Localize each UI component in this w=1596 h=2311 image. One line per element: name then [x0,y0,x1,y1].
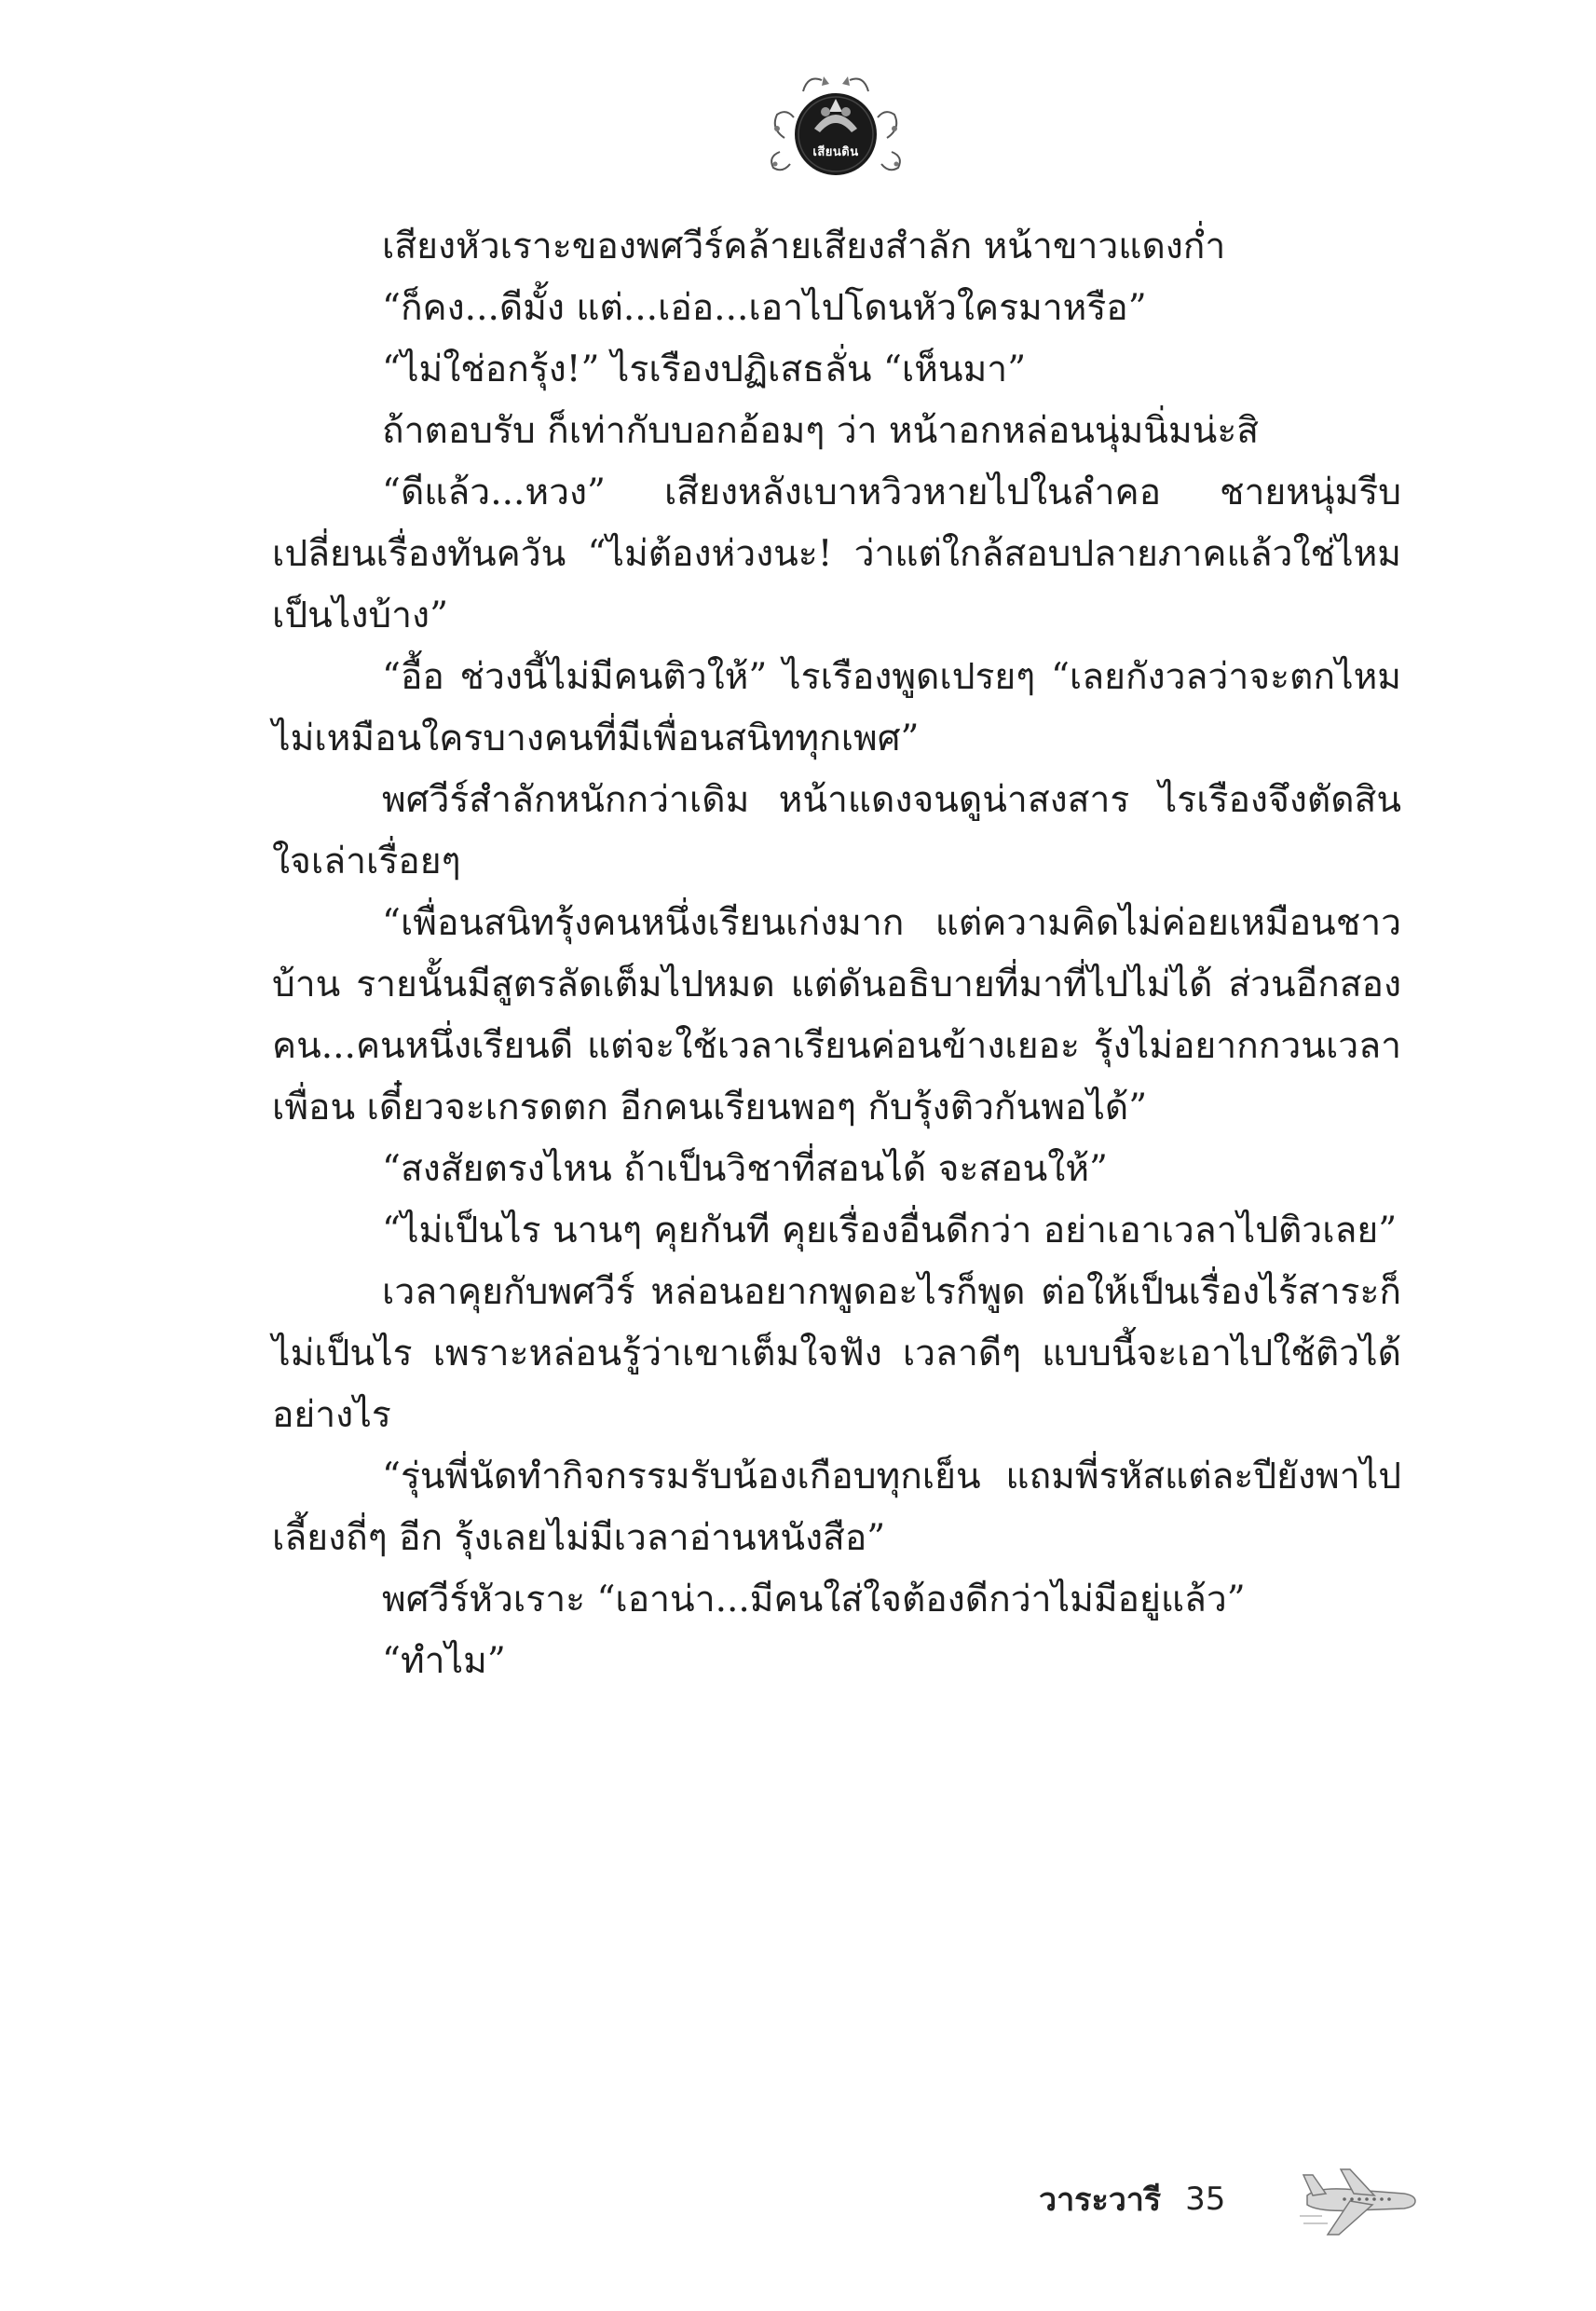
paragraph-11: เวลาคุยกับพศวีร์ หล่อนอยากพูดอะไรก็พูด ต่อให้เป็นเรื่องไร้สาระก็ไม่เป็นไร เพราะหล่อนรู้ว่าเขาเต็มใจฟัง เวลาดีๆ แบบนี้จะเอาไปใช้ติวได้อย่างไร [272,1271,1401,1436]
paragraph-6: “อื้อ ช่วงนี้ไม่มีคนติวให้” ไรเรืองพูดเปรยๆ “เลยกังวลว่าจะตกไหม ไม่เหมือนใครบางคนที่มีเพื่อนสนิททุกเพศ” [272,656,1401,759]
paragraph-1: เสียงหัวเราะของพศวีร์คล้ายเสียงสำลัก หน้าขาวแดงก่ำ [382,226,1226,267]
paragraph-2: “ก็คง...ดีมั้ง แต่...เอ่อ...เอาไปโดนหัวใครมาหรือ” [382,287,1147,329]
page-number: 35 [1185,2181,1226,2218]
ornamental-emblem-icon [766,63,906,186]
paragraph-9: “สงสัยตรงไหน ถ้าเป็นวิชาที่สอนได้ จะสอนให้” [382,1148,1108,1190]
paragraph-14: “ทำไม” [382,1640,506,1682]
body-text [272,216,1401,1692]
paragraph-7: พศวีร์สำลักหนักกว่าเดิม หน้าแดงจนดูน่าสงสาร ไรเรืองจึงตัดสินใจเล่าเรื่อยๆ [272,779,1401,882]
paragraph-10: “ไม่เป็นไร นานๆ คุยกันที คุยเรื่องอื่นดีกว่า อย่าเอาเวลาไปติวเลย” [382,1210,1398,1251]
book-title: วาระวารี [1039,2181,1162,2219]
airplane-icon [1300,2158,1421,2242]
page-footer [1039,2171,1225,2227]
paragraph-4: ถ้าตอบรับ ก็เท่ากับบอกอ้อมๆ ว่า หน้าอกหล่อนนุ่มนิ่มน่ะสิ [382,410,1260,452]
paragraph-3: “ไม่ใช่อกรุ้ง!” ไรเรืองปฏิเสธลั่น “เห็นมา” [382,349,1027,390]
logo-text: เสียนดิน [812,145,859,159]
paragraph-12: “รุ่นพี่นัดทำกิจกรรมรับน้องเกือบทุกเย็น แถมพี่รหัสแต่ละปียังพาไปเลี้ยงถี่ๆ อีก รุ้งเลยไม่มีเวลาอ่านหนังสือ” [272,1456,1401,1559]
paragraph-5: “ดีแล้ว...หวง” เสียงหลังเบาหวิวหายไปในลำคอ ชายหนุ่มรีบเปลี่ยนเรื่องทันควัน “ไม่ต้องห่วงนะ! ว่าแต่ใกล้สอบปลายภาคแล้วใช่ไหม เป็นไงบ้าง” [272,472,1401,636]
paragraph-13: พศวีร์หัวเราะ “เอาน่า...มีคนใส่ใจต้องดีกว่าไม่มีอยู่แล้ว” [382,1579,1246,1620]
paragraph-8: “เพื่อนสนิทรุ้งคนหนึ่งเรียนเก่งมาก แต่ความคิดไม่ค่อยเหมือนชาวบ้าน รายนั้นมีสูตรลัดเต็มไปหมด แต่ดันอธิบายที่มาที่ไปไม่ได้ ส่วนอีกสองคน...คนหนึ่งเรียนดี แต่จะใช้เวลาเรียนค่อนข้างเยอะ รุ้งไม่อยากกวนเวลาเพื่อน เดี๋ยวจะเกรดตก อีกคนเรียนพอๆ กับรุ้งติวกันพอได้” [272,902,1401,1128]
